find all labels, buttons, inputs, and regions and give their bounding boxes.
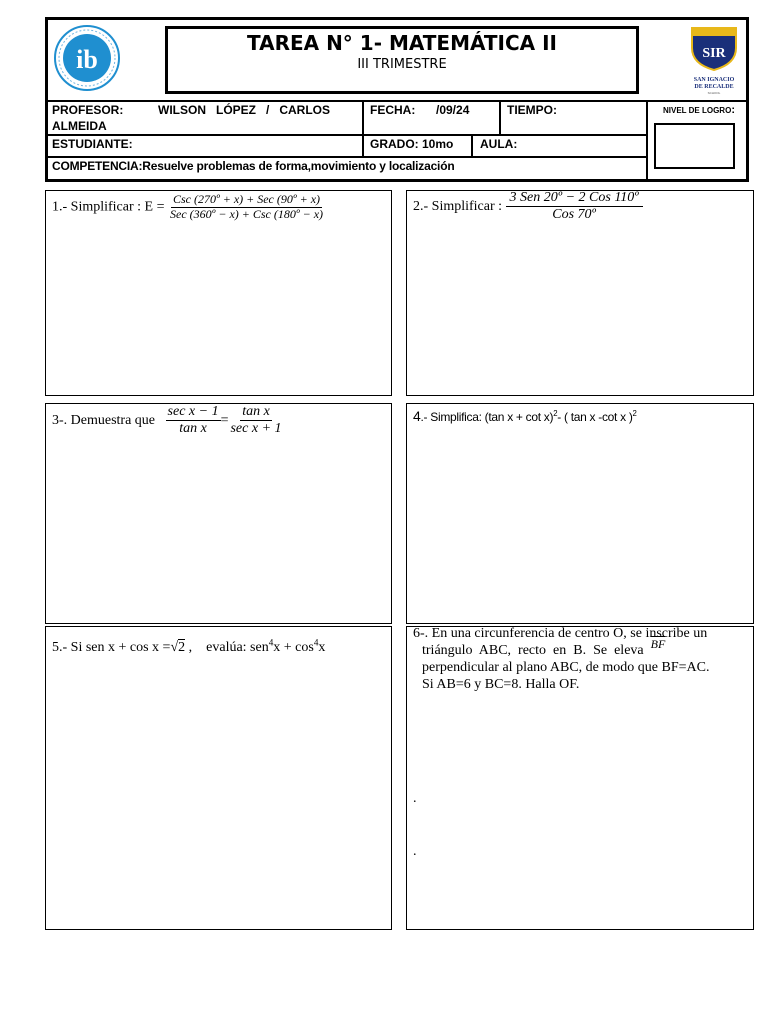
problem-3-lhs-num: sec x − 1 (166, 404, 221, 421)
problem-3-lhs-den: tan x (179, 421, 207, 437)
date-value: /09/24 (436, 103, 470, 117)
problem-4: 4.- Simplifica: (tan x + cot x)$^2$- ( tan x -cot x )$^2$ (413, 408, 637, 424)
page-title: TAREA N° 1- MATEMÁTICA II (247, 31, 557, 55)
problem-1-denominator: Sec (360º − x) + Csc (180º − x) (170, 206, 324, 221)
problem-6-line-3: perpendicular al plano ABC, de modo que BF=AC. (422, 660, 710, 675)
level-label: NIVEL DE LOGRO: (663, 104, 735, 116)
problem-2-label: 2.- Simplificar : (413, 198, 503, 214)
crest-caption-3: SCHOOL (707, 91, 721, 95)
problem-6-dot-1: . (413, 791, 417, 806)
problem-1-numerator: Csc (270º + x) + Sec (90º + x) (173, 192, 321, 206)
ib-logo-letters: ib (76, 45, 98, 74)
sqrt-icon: √ (170, 640, 179, 655)
crest-shield-icon (684, 24, 744, 72)
problem-6 (413, 625, 747, 693)
time-label: TIEMPO: (507, 103, 557, 117)
crest-caption-1: SAN IGNACIO (693, 77, 735, 83)
problem-2-numerator: 3 Sen 20º − 2 Cos 110º (506, 190, 643, 207)
problem-6-line-1: 6-. En una circunferencia de centro O, se inscribe un (413, 626, 708, 641)
student-label: ESTUDIANTE: (52, 137, 133, 151)
grid-line (362, 100, 364, 158)
problem-3 (52, 404, 284, 437)
school-crest (684, 24, 744, 94)
problem-box-4[interactable] (406, 403, 754, 624)
problem-3-lhs (166, 404, 221, 437)
professor-value-2: ALMEIDA (52, 119, 107, 133)
grade-label: GRADO: 10mo (370, 137, 454, 151)
problem-6-line-2: triángulo ABC, recto en B. Se eleva BF (422, 637, 666, 658)
student-field[interactable] (140, 136, 360, 154)
date-label: FECHA: (370, 103, 416, 117)
professor-label: PROFESOR: (52, 103, 124, 117)
grid-line (45, 156, 647, 158)
classroom-label: AULA: (480, 137, 518, 151)
ib-logo (52, 24, 122, 92)
crest-letters: SIR (702, 46, 726, 61)
problem-3-label: 3-. Demuestra que (52, 412, 156, 428)
grid-line (646, 100, 648, 182)
crest-caption-2: DE RECALDE (694, 84, 734, 90)
problem-3-rhs-den: sec x + 1 (230, 421, 282, 437)
problem-3-equals: = (220, 412, 229, 428)
problem-2-fraction (506, 190, 643, 223)
grid-line (499, 100, 501, 135)
problem-1 (52, 193, 325, 222)
problem-6-dot-2: . (413, 844, 417, 859)
competence-label: COMPETENCIA: (52, 159, 143, 173)
title-box (165, 26, 639, 94)
problem-1-label: 1.- Simplificar : E = (52, 199, 165, 215)
problem-3-rhs (228, 404, 283, 437)
professor-value: WILSON LÓPEZ / CARLOS (158, 103, 331, 117)
problem-2 (413, 190, 643, 223)
problem-5: 5.- Si sen x + cos x =√2 , evalúa: $sen^4x + \cos^4x$ (52, 637, 326, 655)
problem-4-number: 4 (413, 408, 421, 424)
competence-value: Resuelve problemas de forma,movimiento y localización (142, 159, 455, 173)
grid-line (471, 134, 473, 158)
problem-2-denominator: Cos 70º (552, 207, 596, 223)
problem-6-line-4: Si AB=6 y BC=8. Halla OF. (422, 677, 580, 692)
problem-box-5[interactable] (45, 626, 392, 930)
problem-1-fraction (168, 193, 325, 222)
competence-line (52, 159, 454, 173)
grid-line (45, 100, 749, 102)
problem-4-text: .- Simplifica: (tan x + cot x) (420, 410, 554, 424)
problem-3-rhs-num: tan x (240, 404, 272, 421)
level-input-box[interactable] (654, 123, 735, 169)
page-subtitle: III TRIMESTRE (357, 57, 447, 72)
